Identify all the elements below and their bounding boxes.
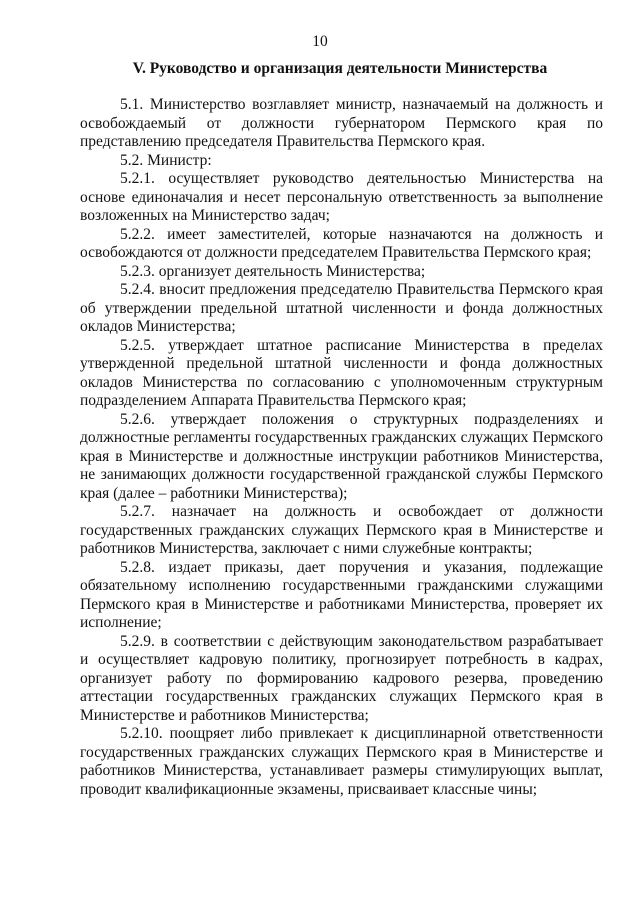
paragraph-5-2-2: 5.2.2. имеет заместителей, которые назначаются на должность и освобождаются от должности председателем Правительства Пермского края; <box>80 225 603 261</box>
section-title: V. Руководство и организация деятельности Министерства <box>132 60 548 77</box>
paragraph-5-2-10: 5.2.10. поощряет либо привлекает к дисциплинарной ответственности государственных гражданских служащих Пермского края в Министерстве и работников Министерства, устанавливает размеры стимулирующих выплат, проводит квалификационные экзамены, присваивает классные чины; <box>80 725 603 798</box>
page-number: 10 <box>312 33 328 50</box>
paragraph-5-2-8: 5.2.8. издает приказы, дает поручения и указания, подлежащие обязательному исполнению государственными гражданскими служащими Пермского края в Министерстве и работниками Министерства, проверяет их исполнение; <box>80 558 603 631</box>
paragraph-5-2-6: 5.2.6. утверждает положения о структурных подразделениях и должностные регламенты государственных гражданских служащих Пермского края в Министерстве и должностные инструкции работников Министерства, не занимающих должности государственной гражданской службы Пермского края (далее – работники Министерства); <box>80 410 603 502</box>
paragraph-5-2-3: 5.2.3. организует деятельность Министерства; <box>120 262 426 280</box>
paragraph-5-2-7: 5.2.7. назначает на должность и освобождает от должности государственных гражданских служащих Пермского края в Министерстве и работников Министерства, заключает с ними служебные контракты; <box>80 503 603 557</box>
paragraph-5-2-9: 5.2.9. в соответствии с действующим законодательством разрабатывает и осуществляет кадровую политику, прогнозирует потребность в кадрах, организует работу по формированию кадрового резерва, проведению аттестации государственных гражданских служащих Пермского края в Министерстве и работников Министерства; <box>80 632 603 724</box>
paragraph-5-2-1: 5.2.1. осуществляет руководство деятельностью Министерства на основе единоначалия и несет персональную ответственность за выполнение возложенных на Министерство задач; <box>80 170 603 224</box>
document-body <box>80 96 603 799</box>
paragraph-5-2-4: 5.2.4. вносит предложения председателю Правительства Пермского края об утверждении предельной штатной численности и фонда должностных окладов Министерства; <box>80 281 603 335</box>
paragraph-5-2: 5.2. Министр: <box>120 151 212 169</box>
paragraph-5-1: 5.1. Министерство возглавляет министр, назначаемый на должность и освобождаемый от должности губернатором Пермского края по представлению председателя Правительства Пермского края. <box>80 96 603 150</box>
paragraph-5-2-5: 5.2.5. утверждает штатное расписание Министерства в пределах утвержденной предельной штатной численности и фонда должностных окладов Министерства по согласованию с уполномоченным структурным подразделением Аппарата Правительства Пермского края; <box>80 336 603 409</box>
